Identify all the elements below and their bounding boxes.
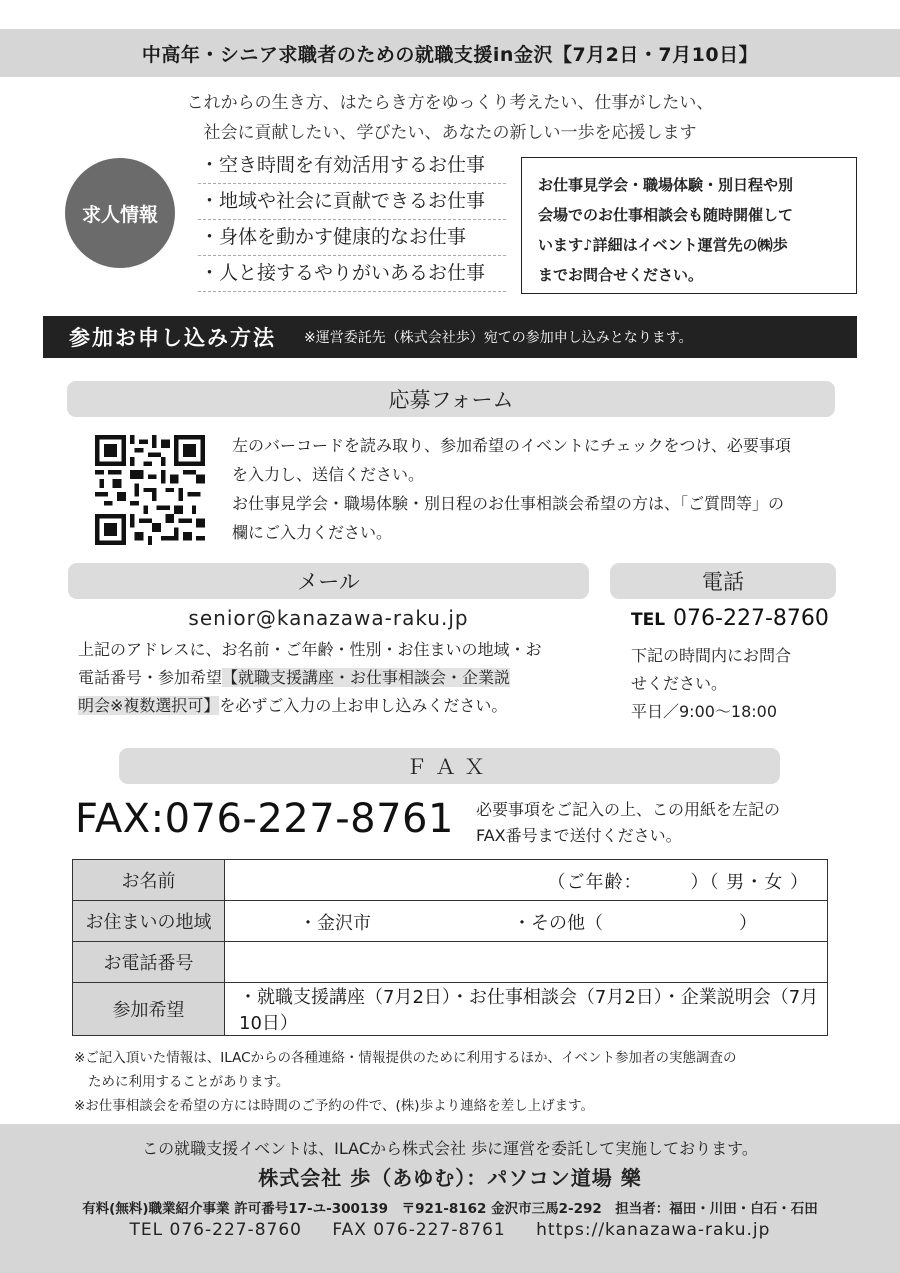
note-line: ※お仕事相談会を希望の方には時間のご予約の件で、(株)歩より連絡を差し上げます。 — [74, 1098, 594, 1114]
phone-label: お電話番号 — [73, 942, 225, 983]
privacy-notes — [74, 1046, 854, 1118]
mail-highlight-text: 【就職支援講座・お仕事相談会・企業説 — [222, 668, 511, 687]
tel-instructions-line: せください。 — [631, 674, 728, 693]
form-instructions-line: お仕事見学会・職場体験・別日程のお仕事相談会希望の方は、「ご質問等」の — [232, 494, 785, 513]
apply-method-note: ※運営委託先（株式会社歩）宛ての参加申し込みとなります。 — [304, 330, 693, 346]
fax-instructions — [476, 797, 856, 849]
tel-number: 076-227-8760 — [673, 606, 829, 631]
job-info-list — [198, 148, 506, 292]
region-option-other[interactable]: ・その他（ — [513, 913, 603, 934]
region-option-other-close: ） — [739, 913, 757, 934]
tel-hours: 平日／9:00〜18:00 — [631, 702, 778, 721]
event-note-line: います♪詳細はイベント運営先の㈱歩 — [538, 236, 788, 254]
participation-options[interactable]: ・就職支援講座（7月2日）・お仕事相談会（7月2日）・企業説明会（7月10日） — [225, 983, 828, 1036]
tel-section-heading: 電話 — [610, 563, 836, 599]
form-instructions-line: を入力し、送信ください。 — [232, 465, 425, 484]
job-info-item: ・空き時間を有効活用するお仕事 — [198, 148, 506, 184]
form-instructions-line: 左のバーコードを読み取り、参加希望のイベントにチェックをつけ、必要事項 — [232, 436, 791, 455]
region-option-kanazawa[interactable]: ・金沢市 — [299, 913, 371, 934]
event-note-line: までお問合せください。 — [538, 266, 704, 284]
job-info-item: ・身体を動かす健康的なお仕事 — [198, 220, 506, 256]
mail-instructions-line: 上記のアドレスに、お名前・ご年齢・性別・お住まいの地域・お — [78, 640, 542, 659]
phone-field[interactable] — [225, 942, 828, 983]
tel-number-link[interactable] — [631, 606, 829, 631]
mail-instructions — [78, 636, 588, 720]
table-row — [73, 942, 828, 983]
form-instructions-line: 欄にご入力ください。 — [232, 523, 393, 542]
table-row — [73, 901, 828, 942]
job-info-item: ・人と接するやりがいあるお仕事 — [198, 256, 506, 292]
form-section-heading: 応募フォーム — [67, 381, 835, 417]
apply-method-title: 参加お申し込み方法 — [69, 326, 276, 350]
name-field[interactable] — [225, 860, 828, 901]
footer — [0, 1124, 900, 1273]
intro-line-2: 社会に貢献したい、学びたい、あなたの新しい一歩を応援します — [203, 123, 697, 143]
intro-text — [0, 88, 900, 148]
tel-instructions — [631, 642, 841, 726]
mail-line-text: 電話番号・参加希望 — [78, 668, 223, 687]
event-note-line: お仕事見学会・職場体験・別日程や別 — [538, 176, 794, 194]
event-note-box — [521, 157, 857, 294]
footer-contacts — [0, 1220, 900, 1240]
mail-address-link[interactable]: senior@kanazawa-raku.jp — [188, 606, 469, 630]
name-label: お名前 — [73, 860, 225, 901]
mail-section-heading: メール — [68, 563, 589, 599]
table-row — [73, 983, 828, 1036]
mail-instructions-line — [78, 664, 588, 692]
job-info-item: ・地域や社会に貢献できるお仕事 — [198, 184, 506, 220]
note-line: ※ご記入頂いた情報は、ILACからの各種連絡・情報提供のために利用するほか、イベント参加者の実態調査の — [74, 1050, 737, 1066]
fax-instructions-line: 必要事項をご記入の上、この用紙を左記の — [476, 800, 781, 819]
note-line: ために利用することがあります。 — [88, 1074, 290, 1090]
qr-code-icon[interactable] — [95, 435, 205, 545]
fax-number: FAX:076-227-8761 — [75, 796, 454, 842]
footer-fax: FAX 076-227-8761 — [332, 1220, 506, 1240]
fax-form-table — [72, 859, 828, 1036]
participation-label: 参加希望 — [73, 983, 225, 1036]
mail-instructions-line — [78, 692, 588, 720]
table-row — [73, 860, 828, 901]
mail-line-text: を必ずご入力の上お申し込みください。 — [219, 696, 508, 715]
job-info-badge: 求人情報 — [65, 158, 175, 268]
footer-intro: この就職支援イベントは、ILACから株式会社 歩に運営を委託して実施しております。 — [142, 1139, 758, 1158]
footer-tel[interactable]: TEL 076-227-8760 — [129, 1220, 302, 1240]
region-field[interactable] — [225, 901, 828, 942]
form-instructions — [232, 431, 832, 547]
intro-line-1: これからの生き方、はたらき方をゆっくり考えたい、仕事がしたい、 — [186, 93, 714, 113]
fax-instructions-line: FAX番号まで送付ください。 — [476, 826, 682, 845]
tel-instructions-line: 下記の時間内にお問合 — [631, 646, 792, 665]
region-label: お住まいの地域 — [73, 901, 225, 942]
footer-url-link[interactable]: https://kanazawa-raku.jp — [536, 1220, 771, 1240]
apply-method-bar — [43, 316, 857, 358]
footer-license: 有料(無料)職業紹介事業 許可番号17-ユ-300139 〒921-8162 金沢市三馬2-292 担当者：福田・川田・白石・石田 — [82, 1201, 818, 1217]
tel-label: TEL — [631, 610, 666, 630]
age-gender-field: （ご年齢： ）（ 男・女 ） — [547, 872, 809, 893]
header-title: 中高年・シニア求職者のための就職支援in金沢【7月2日・7月10日】 — [0, 29, 900, 77]
mail-highlight-text: 明会※複数選択可】 — [78, 696, 220, 715]
event-note-line: 会場でのお仕事相談会も随時開催して — [538, 206, 794, 224]
fax-section-heading: ＦＡＸ — [119, 748, 780, 784]
footer-company: 株式会社 歩（あゆむ）：パソコン道場 樂 — [258, 1166, 642, 1190]
